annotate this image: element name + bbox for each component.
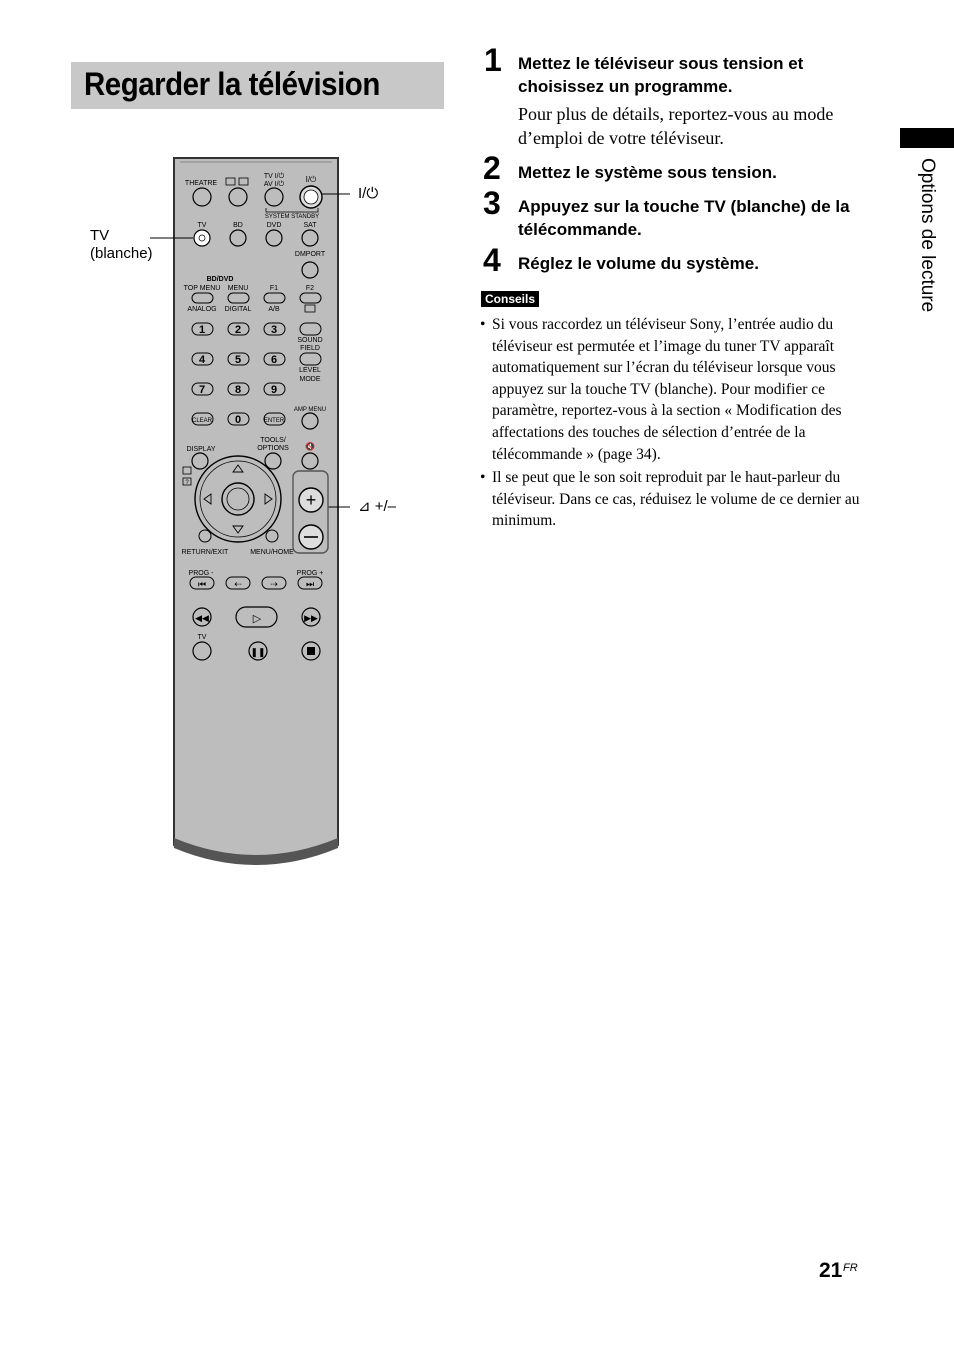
display-button[interactable] <box>192 453 208 469</box>
step-text-4: Réglez le volume du système. <box>518 254 759 273</box>
sat-button[interactable] <box>302 230 318 246</box>
label-menu-home: MENU/HOME <box>250 549 294 556</box>
digit-4-label: 4 <box>198 354 206 366</box>
advance-icon: ⇢ <box>270 579 278 589</box>
next-icon: ⏭ <box>305 579 315 589</box>
digit-5-label: 5 <box>234 354 242 366</box>
step-text-3: Appuyez sur la touche TV (blanche) de la télécommande. <box>518 197 850 239</box>
label-sound: SOUND <box>297 337 323 344</box>
power-button-inner <box>304 190 318 204</box>
label-display: DISPLAY <box>186 446 216 453</box>
tv-av-power-button[interactable] <box>265 188 283 206</box>
label-menu: MENU <box>227 285 249 292</box>
label-amp-menu: AMP MENU <box>293 407 327 413</box>
replay-icon: ⇠ <box>234 579 242 589</box>
return-exit-button[interactable] <box>199 530 211 542</box>
step-number-2: 2 <box>483 150 501 186</box>
label-options: OPTIONS <box>257 445 289 452</box>
digit-0-label: 0 <box>234 414 242 426</box>
label-level: LEVEL <box>299 367 321 374</box>
callout-tv-line2: (blanche) <box>90 245 153 262</box>
muting-icon: 🔇 <box>305 442 315 451</box>
f1-button[interactable] <box>264 293 285 303</box>
amp-menu-button[interactable] <box>302 413 318 429</box>
callout-volume-label: ⊿ +/– <box>358 498 397 515</box>
label-system-standby: SYSTEM STANDBY <box>264 214 320 220</box>
label-f2: F2 <box>305 285 315 292</box>
play-icon: ▷ <box>252 613 262 625</box>
theatre-button[interactable] <box>193 188 211 206</box>
digit-2-label: 2 <box>234 324 242 336</box>
bd-button[interactable] <box>230 230 246 246</box>
step-text-1: Mettez le téléviseur sous tension et choisissez un programme. <box>518 54 804 96</box>
digit-1-label: 1 <box>198 324 206 336</box>
muting-button[interactable] <box>302 453 318 469</box>
page-number: 21 <box>819 1259 843 1282</box>
rewind-icon: ◀◀ <box>195 613 209 623</box>
stop-icon <box>307 647 315 655</box>
step-number-1: 1 <box>484 42 502 78</box>
input-button[interactable] <box>229 188 247 206</box>
pause-icon: ❚❚ <box>250 647 266 657</box>
digit-3-label: 3 <box>270 324 278 336</box>
dvd-button[interactable] <box>266 230 282 246</box>
side-tab-label: Options de lecture <box>917 158 938 313</box>
label-field: FIELD <box>300 345 320 352</box>
page-title: Regarder la télévision <box>84 66 380 102</box>
label-tv: TV <box>197 222 207 229</box>
label-dmport: DMPORT <box>294 251 326 258</box>
label-bd: BD <box>233 222 243 229</box>
step-number-3: 3 <box>483 185 501 221</box>
f2-button[interactable] <box>300 293 321 303</box>
sound-field-button[interactable] <box>300 323 321 335</box>
conseils-badge: Conseils <box>481 291 539 307</box>
dmport-button[interactable] <box>302 262 318 278</box>
label-power: I/⏻ <box>305 175 317 184</box>
label-top-menu: TOP MENU <box>183 285 221 292</box>
label-tv-bottom: TV <box>197 634 207 641</box>
tv-power-bottom-button[interactable] <box>193 642 211 660</box>
label-mode: MODE <box>299 376 321 383</box>
page-language-suffix: FR <box>843 1262 858 1274</box>
question-icon: ? <box>185 480 189 486</box>
menu-button[interactable] <box>228 293 249 303</box>
label-return-exit: RETURN/EXIT <box>181 549 229 556</box>
label-tools: TOOLS/ <box>260 437 286 444</box>
callout-tv-line1: TV <box>90 227 110 244</box>
label-f1: F1 <box>269 285 279 292</box>
label-av-power: AV I/⏻ <box>263 181 285 188</box>
plus-icon: + <box>305 490 317 510</box>
step-number-4: 4 <box>483 242 501 278</box>
label-digital: DIGITAL <box>224 306 252 313</box>
tip-text-1: Si vous raccordez un téléviseur Sony, l’entrée audio du téléviseur est permutée et l’image du tuner TV apparaît automatiquement sur l’écran du téléviseur lorsque vous appuyez sur la touche TV (blanche). Pour modifier ce paramètre, reportez-vous à la section « Modification des affectations des touches de sélection d’entrée de la télécommande » (page 34). <box>492 316 842 463</box>
label-prog-plus: PROG + <box>296 570 324 577</box>
menu-home-button[interactable] <box>266 530 278 542</box>
label-dvd: DVD <box>266 222 282 229</box>
step-detail-1: Pour plus de détails, reportez-vous au mode d’emploi de votre téléviseur. <box>518 104 834 148</box>
label-bd-dvd: BD/DVD <box>206 276 234 283</box>
bullet: • <box>480 469 486 486</box>
label-analog: ANALOG <box>187 306 217 313</box>
tip-text-2: Il se peut que le son soit reproduit par le haut-parleur du téléviseur. Dans ce cas, réduisez le volume de ce dernier au minimum. <box>492 469 860 530</box>
step-text-2: Mettez le système sous tension. <box>518 163 777 182</box>
digit-6-label: 6 <box>270 354 278 366</box>
label-enter: ENTER <box>263 418 285 424</box>
label-theatre: THEATRE <box>184 180 218 187</box>
tools-options-button[interactable] <box>265 453 281 469</box>
callout-power-label: I/⏻ <box>358 185 379 202</box>
prev-icon: ⏮ <box>197 579 207 589</box>
label-ab: A/B <box>268 306 280 313</box>
digit-8-label: 8 <box>234 384 242 396</box>
label-prog-minus: PROG - <box>188 570 214 577</box>
bullet: • <box>480 316 486 333</box>
label-sat: SAT <box>303 222 317 229</box>
label-clear: CLEAR <box>191 418 213 424</box>
tv-white-button[interactable] <box>194 230 210 246</box>
top-menu-button[interactable] <box>192 293 213 303</box>
digit-9-label: 9 <box>270 384 278 396</box>
level-mode-button[interactable] <box>300 353 321 365</box>
fast-forward-icon: ▶▶ <box>304 613 318 623</box>
digit-7-label: 7 <box>198 384 206 396</box>
label-tv-power: TV I/⏻ <box>263 173 285 180</box>
